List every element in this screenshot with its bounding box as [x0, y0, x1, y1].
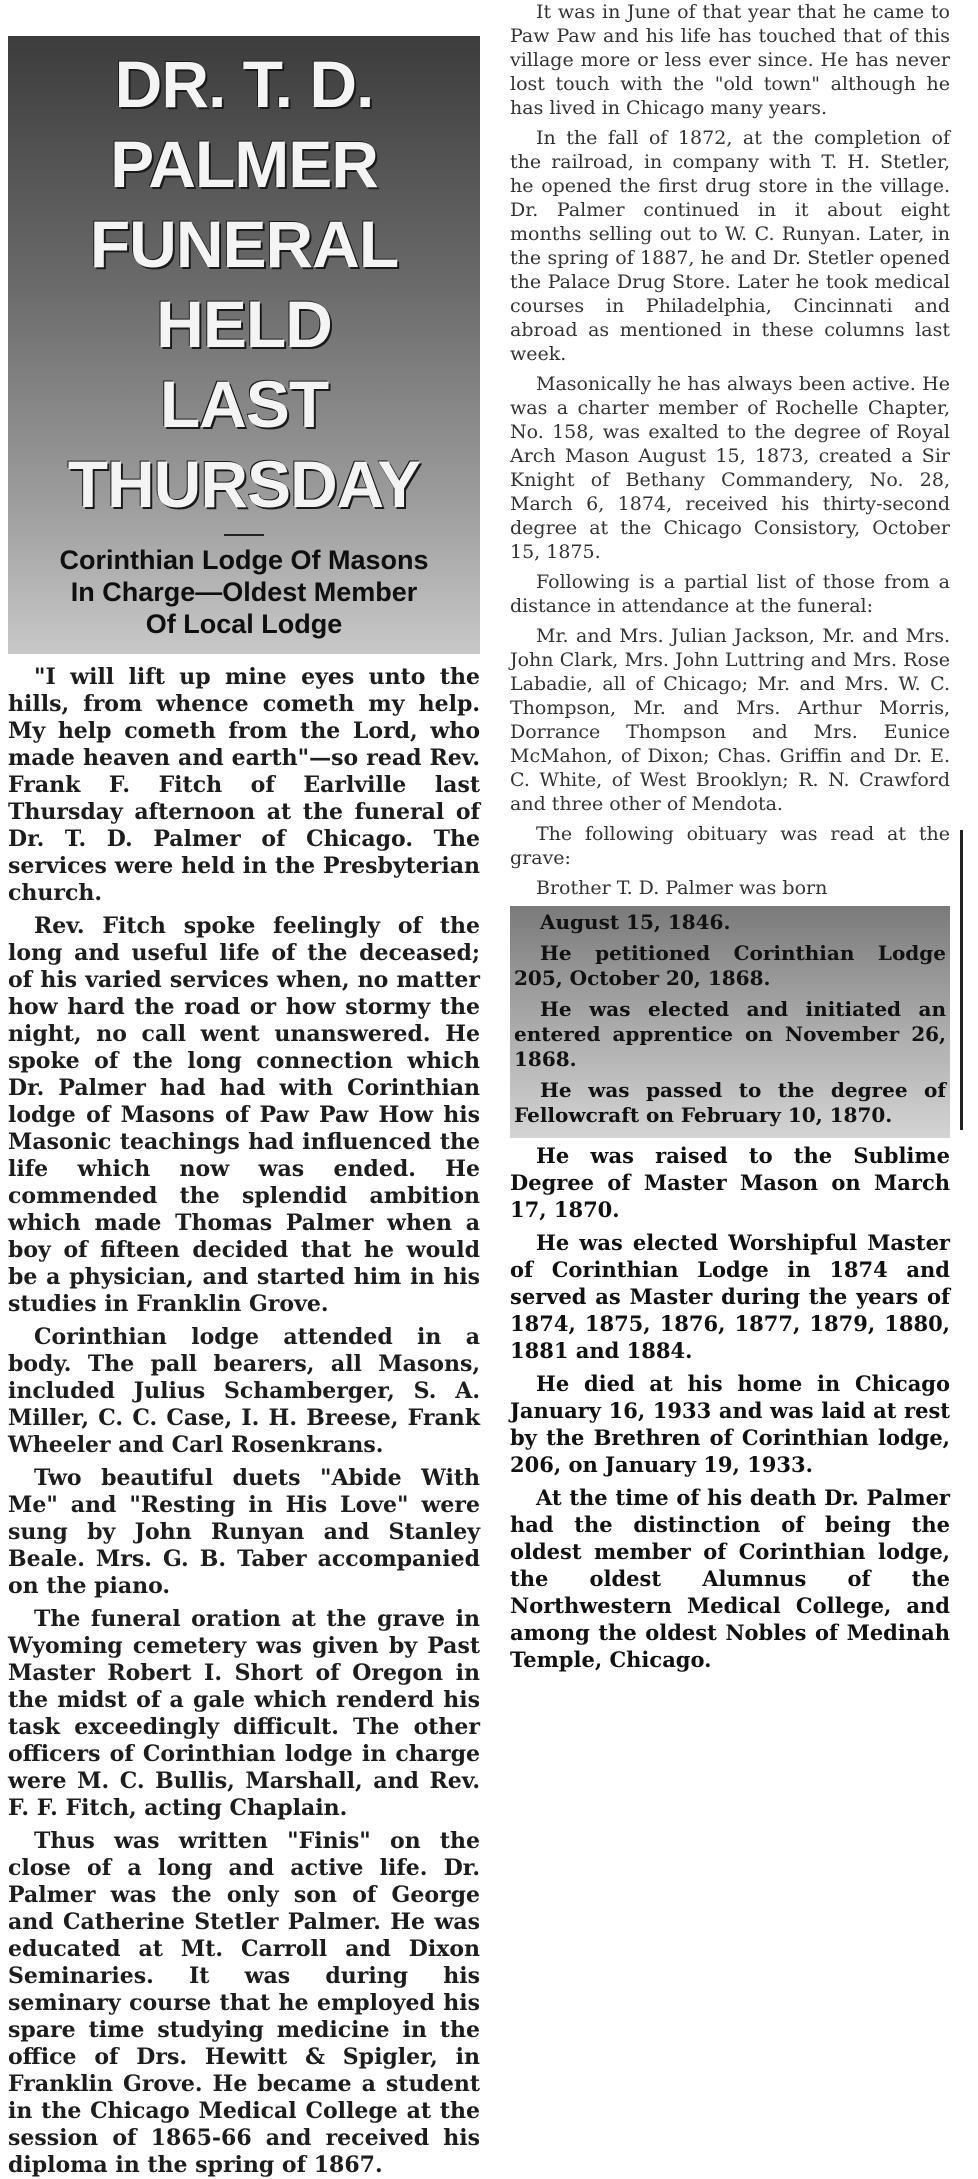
body-paragraph: "I will lift up mine eyes unto the hills, from whence cometh my help. My help cometh from the Lord, who made heaven and earth"—so read Rev. Frank F. Fitch of Earlville last Thursday afternoon at the funeral of Dr. T. D. Palmer of Chicago. The services were held in the Presbyterian church. [8, 664, 480, 906]
body-paragraph: Thus was written "Finis" on the close of a long and active life. Dr. Palmer was the only son of George and Catherine Stetler Palmer. He was educated at Mt. Carroll and Dixon Seminaries. It was during his seminary course that he employed his spare time studying medicine in the office of Drs. Hewitt & Spigler, in Franklin Grove. He became a student in the Chicago Medical College at the session of 1865-66 and received his diploma in the spring of 1867. [8, 1828, 480, 2178]
obituary-line: He died at his home in Chicago January 16, 1933 and was laid at rest by the Brethren of Corinthian lodge, 206, on January 19, 1933. [510, 1371, 950, 1477]
deck-line: Corinthian Lodge Of Masons [59, 545, 429, 575]
body-paragraph: Corinthian lodge attended in a body. The pall bearers, all Masons, included Julius Schamberger, S. A. Miller, C. C. Case, I. H. Breese, Frank Wheeler and Carl Rosenkrans. [8, 1324, 480, 1458]
headline-line: LAST THURSDAY [67, 367, 421, 521]
headline-line: DR. T. D. PALMER [110, 47, 378, 201]
body-paragraph: The funeral oration at the grave in Wyoming cemetery was given by Past Master Robert I. Short of Oregon in the midst of a gale which renderd his task exceedingly difficult. The other officers of Corinthian lodge in charge were M. C. Bullis, Marshall, and Rev. F. F. Fitch, acting Chaplain. [8, 1606, 480, 1821]
headline-line: FUNERAL HELD [89, 207, 399, 361]
obituary-line: At the time of his death Dr. Palmer had the distinction of being the oldest member of Corinthian lodge, the oldest Alumnus of the Northwestern Medical College, and among the oldest Nobles of Medinah Temple, Chicago. [510, 1485, 950, 1672]
margin-mark [960, 830, 963, 1130]
obituary-line: He was elected Worshipful Master of Corinthian Lodge in 1874 and served as Master during the years of 1874, 1875, 1876, 1877, 1879, 1880, 1881 and 1884. [510, 1230, 950, 1363]
obituary-shaded-block [510, 906, 950, 1138]
body-paragraph: Brother T. D. Palmer was born [536, 877, 828, 899]
deck-line: In Charge—Oldest Member [70, 577, 418, 607]
deck-subheadline [14, 544, 474, 640]
left-column [8, 36, 480, 2178]
body-paragraph: In the fall of 1872, at the completion of the railroad, in company with T. H. Stetler, he opened the first drug store in the village. Dr. Palmer continued in it about eight months selling out to W. C. Runyan. Later, in the spring of 1887, he and Dr. Stetler opened the Palace Drug Store. Later he took medical courses in Philadelphia, Cincinnati and abroad as mentioned in these columns last week. [510, 127, 950, 365]
body-paragraph: Two beautiful duets "Abide With Me" and "Resting in His Love" were sung by John Runyan and Stanley Beale. Mrs. G. B. Taber accompanied on the piano. [8, 1465, 480, 1599]
obituary-line: August 15, 1846. [540, 910, 731, 934]
headline [14, 44, 474, 524]
divider [224, 534, 264, 536]
body-paragraph: Following is a partial list of those from a distance in attendance at the funeral: [510, 571, 950, 617]
obituary-line: He was raised to the Sublime Degree of Master Mason on March 17, 1870. [510, 1143, 950, 1222]
body-paragraph: Masonically he has always been active. He was a charter member of Rochelle Chapter, No. 158, was exalted to the degree of Royal Arch Mason August 15, 1873, created a Sir Knight of Bethany Commandery, No. 28, March 6, 1874, received his thirty-second degree at the Chicago Consistory, October 15, 1875. [510, 373, 950, 563]
obituary-line: He was passed to the degree of Fellowcraft on February 10, 1870. [514, 1078, 946, 1127]
body-paragraph: Rev. Fitch spoke feelingly of the long and useful life of the deceased; of his varied services when, no matter how hard the road or how stormy the night, no call went unanswered. He spoke of the long connection which Dr. Palmer had had with Corinthian lodge of Masons of Paw Paw How his Masonic teachings had influenced the life which now was ended. He commended the splendid ambition which made Thomas Palmer when a boy of fifteen decided that he would be a physician, and started him in his studies in Franklin Grove. [8, 913, 480, 1317]
right-column [510, 0, 950, 1850]
obituary-block [510, 1142, 950, 1673]
body-paragraph: The following obituary was read at the grave: [510, 823, 950, 869]
obituary-line: He was elected and initiated an entered apprentice on November 26, 1868. [514, 997, 946, 1071]
attendee-list: Mr. and Mrs. Julian Jackson, Mr. and Mrs. John Clark, Mrs. John Luttring and Mrs. Rose Labadie, all of Chicago; Mr. and Mrs. W. C. Thompson, Mr. and Mrs. Arthur Morris, Dorrance Thompson and Mrs. Eunice McMahon, of Dixon; Chas. Griffin and Dr. E. C. White, of West Brooklyn; R. N. Crawford and three other of Mendota. [510, 625, 950, 815]
obituary-line: He petitioned Corinthian Lodge 205, October 20, 1868. [514, 941, 946, 990]
headline-block [8, 36, 480, 654]
body-paragraph: It was in June of that year that he came to Paw Paw and his life has touched that of this village more or less ever since. He has never lost touch with the "old town" although he has lived in Chicago many years. [510, 1, 950, 119]
deck-line: Of Local Lodge [145, 609, 343, 639]
